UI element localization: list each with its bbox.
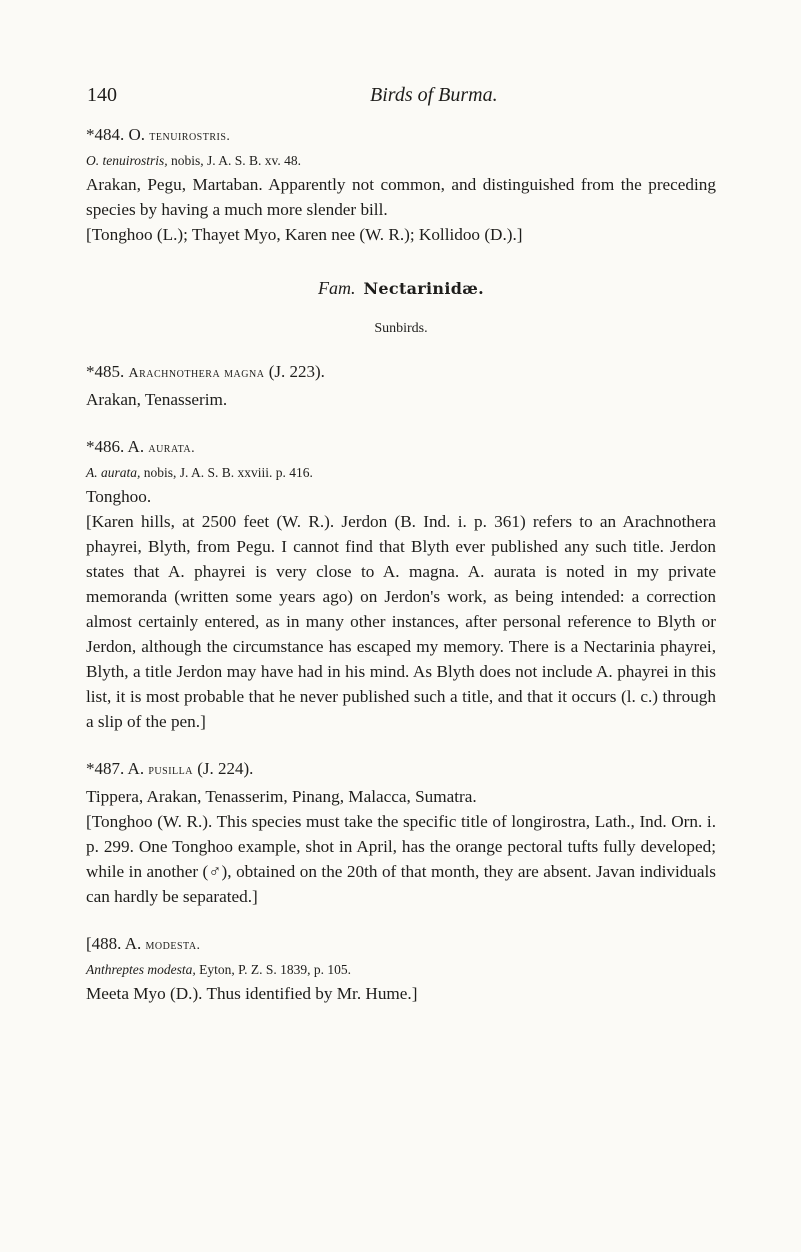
entry-text: Meeta Myo (D.). Thus identified by Mr. Hume.] — [86, 984, 418, 1003]
entry-number: *484. O. — [86, 125, 146, 144]
entry-text: Arakan, Pegu, Martaban. Apparently not common, and distinguished from the preceding species by having a much more slender bill. — [86, 175, 716, 219]
synonym-name: Anthreptes modesta, — [86, 962, 196, 977]
entry-text: Tonghoo. — [86, 487, 152, 506]
family-common-name: Sunbirds. — [374, 321, 428, 336]
entry-number: *485. — [86, 362, 125, 381]
family-label: Fam. — [318, 278, 356, 298]
entry-number: [488. A. — [86, 934, 142, 953]
entry-heading — [86, 434, 716, 462]
entry-number: *486. A. — [86, 437, 145, 456]
entry-text: Arakan, Tenasserim. — [86, 390, 228, 409]
jerdon-reference: (J. 223). — [264, 362, 325, 381]
entry-486 — [86, 434, 716, 734]
page-number: 140 — [87, 84, 117, 106]
synonym-name: O. tenuirostris, — [86, 153, 168, 168]
synonym-reference: Eyton, P. Z. S. 1839, p. 105. — [195, 962, 351, 977]
synonym-line — [86, 462, 716, 484]
synonym-name: A. aurata, — [86, 465, 141, 480]
synonym-reference: nobis, J. A. S. B. xv. 48. — [167, 153, 302, 168]
synonym-reference: nobis, J. A. S. B. xxviii. p. 416. — [140, 465, 313, 480]
entry-note: [Tonghoo (W. R.). This species must take the specific title of longirostra, Lath., Ind. Orn. i. p. 299. One Tonghoo example, shot in April, has the orange pectoral tufts fully developed; while in another (♂), obtained on the 20th of that month, they are absent. Javan individuals can hardly be separated.] — [86, 812, 716, 906]
entry-heading — [86, 122, 716, 150]
species-name: Arachnothera magna — [128, 366, 265, 381]
entry-heading — [86, 931, 716, 959]
page-header — [0, 84, 801, 114]
entry-heading — [86, 756, 716, 784]
entry-485 — [86, 359, 716, 412]
entry-484 — [86, 122, 716, 247]
species-name: modesta. — [145, 938, 201, 953]
entry-487 — [86, 756, 716, 909]
synonym-line — [86, 150, 716, 172]
species-name: aurata. — [148, 441, 196, 456]
entry-note: [Tonghoo (L.); Thayet Myo, Karen nee (W. R.); Kollidoo (D.).] — [86, 225, 523, 244]
family-heading — [86, 275, 716, 302]
species-name: pusilla — [148, 763, 193, 778]
entry-heading — [86, 359, 716, 387]
entry-note: [Karen hills, at 2500 feet (W. R.). Jerdon (B. Ind. i. p. 361) refers to an Arachnothera phayrei, Blyth, from Pegu. I cannot find that Blyth ever published any such title. Jerdon states that A. phayrei is very close to A. magna. A. aurata is noted in my private memoranda (written some years ago) on Jerdon's work, as being intended: a correction almost certainly entered, as in many other instances, after personal reference to Blyth or Jerdon, although the circumstance has escaped my memory. There is a Nectarinia phayrei, Blyth, a title Jerdon may have had in his mind. As Blyth does not include A. phayrei in this list, it is most probable that he never published such a title, and that it occurs (l. c.) through a slip of the pen.] — [86, 512, 716, 731]
page-body — [86, 122, 716, 1006]
running-title: Birds of Burma. — [370, 84, 498, 106]
species-name: tenuirostris. — [149, 129, 231, 144]
entry-488 — [86, 931, 716, 1006]
jerdon-reference: (J. 224). — [192, 759, 254, 778]
entry-number: *487. A. — [86, 759, 145, 778]
synonym-line — [86, 959, 716, 981]
family-name: Nectarinidæ. — [363, 279, 484, 298]
entry-text: Tippera, Arakan, Tenasserim, Pinang, Malacca, Sumatra. — [86, 787, 477, 806]
